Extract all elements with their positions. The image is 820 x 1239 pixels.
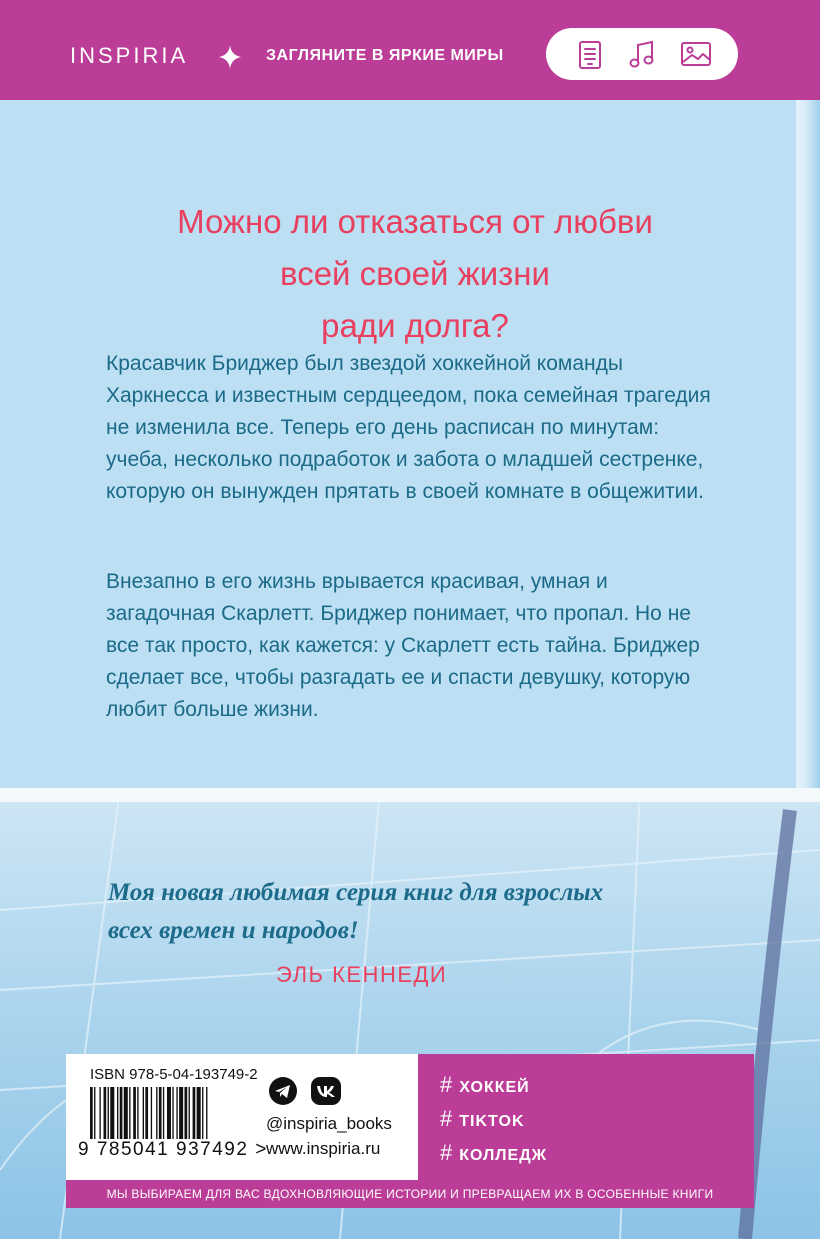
headline-line-2: всей своей жизни — [280, 255, 550, 292]
quote-author: ЭЛЬ КЕННЕДИ — [276, 962, 448, 987]
hash-symbol: # — [440, 1106, 454, 1131]
social-handle[interactable]: @inspiria_books — [266, 1114, 392, 1133]
isbn-text: ISBN 978-5-04-193749-2 — [90, 1066, 258, 1083]
description-paragraph-2: Внезапно в его жизнь врывается красивая, умная и загадочная Скарлетт. Бриджер понимает, что пропал. Но не все так просто, как кажется: у Скарлетт есть тайна. Бриджер сделает все, чтобы разгадать ее и спасти девушку, которую любит больше жизни. — [106, 570, 700, 721]
website-link[interactable]: www.inspiria.ru — [266, 1139, 381, 1158]
headline-line-3: ради долга? — [321, 307, 509, 344]
isbn-info-block — [66, 1054, 418, 1180]
music-note-icon — [628, 40, 656, 70]
footer-slogan-strip: МЫ ВЫБИРАЕМ ДЛЯ ВАС ВДОХНОВЛЯЮЩИЕ ИСТОРИИ И ПРЕВРАЩАЕМ ИХ В ОСОБЕННЫЕ КНИГИ — [66, 1180, 754, 1208]
hashtag-label: TIKTOK — [459, 1113, 525, 1130]
hashtag-hockey — [440, 1072, 530, 1098]
barcode-number: 9 785041 937492 > — [78, 1139, 268, 1160]
hashtag-label: ХОККЕЙ — [459, 1079, 530, 1096]
hash-symbol: # — [440, 1140, 454, 1165]
telegram-icon[interactable] — [268, 1076, 298, 1106]
panel-divider — [0, 788, 820, 802]
publisher-brand: INSPIRIA — [70, 43, 189, 68]
barcode-graphic — [90, 1087, 250, 1139]
image-icon — [680, 40, 712, 68]
quote-line-2: всех времен и народов! — [108, 917, 359, 944]
header-tagline: ЗАГЛЯНИТЕ В ЯРКИЕ МИРЫ — [266, 47, 504, 64]
description-paragraph-1: Красавчик Бриджер был звездой хоккейной команды Харкнесса и известным сердцеедом, пока семейная трагедия не изменила все. Теперь его день расписан по минутам: учеба, несколько подработок и забота о младшей сестренке, которую он вынужден прятать в своей комнате в общежитии. — [106, 352, 711, 503]
headline — [100, 196, 730, 352]
hashtag-tiktok — [440, 1106, 525, 1132]
panel-edge-highlight — [796, 100, 820, 788]
sparkle-icon — [219, 45, 241, 69]
vk-icon[interactable] — [310, 1076, 342, 1106]
quote-line-1: Моя новая любимая серия книг для взрослых — [108, 879, 604, 906]
format-icons-pill — [546, 28, 738, 80]
hashtag-label: КОЛЛЕДЖ — [459, 1147, 548, 1164]
ebook-icon — [578, 40, 602, 70]
hashtags-block — [418, 1054, 754, 1180]
headline-line-1: Можно ли отказаться от любви — [177, 203, 653, 240]
hash-symbol: # — [440, 1072, 454, 1097]
hashtag-college — [440, 1140, 547, 1166]
review-quote — [108, 874, 748, 950]
